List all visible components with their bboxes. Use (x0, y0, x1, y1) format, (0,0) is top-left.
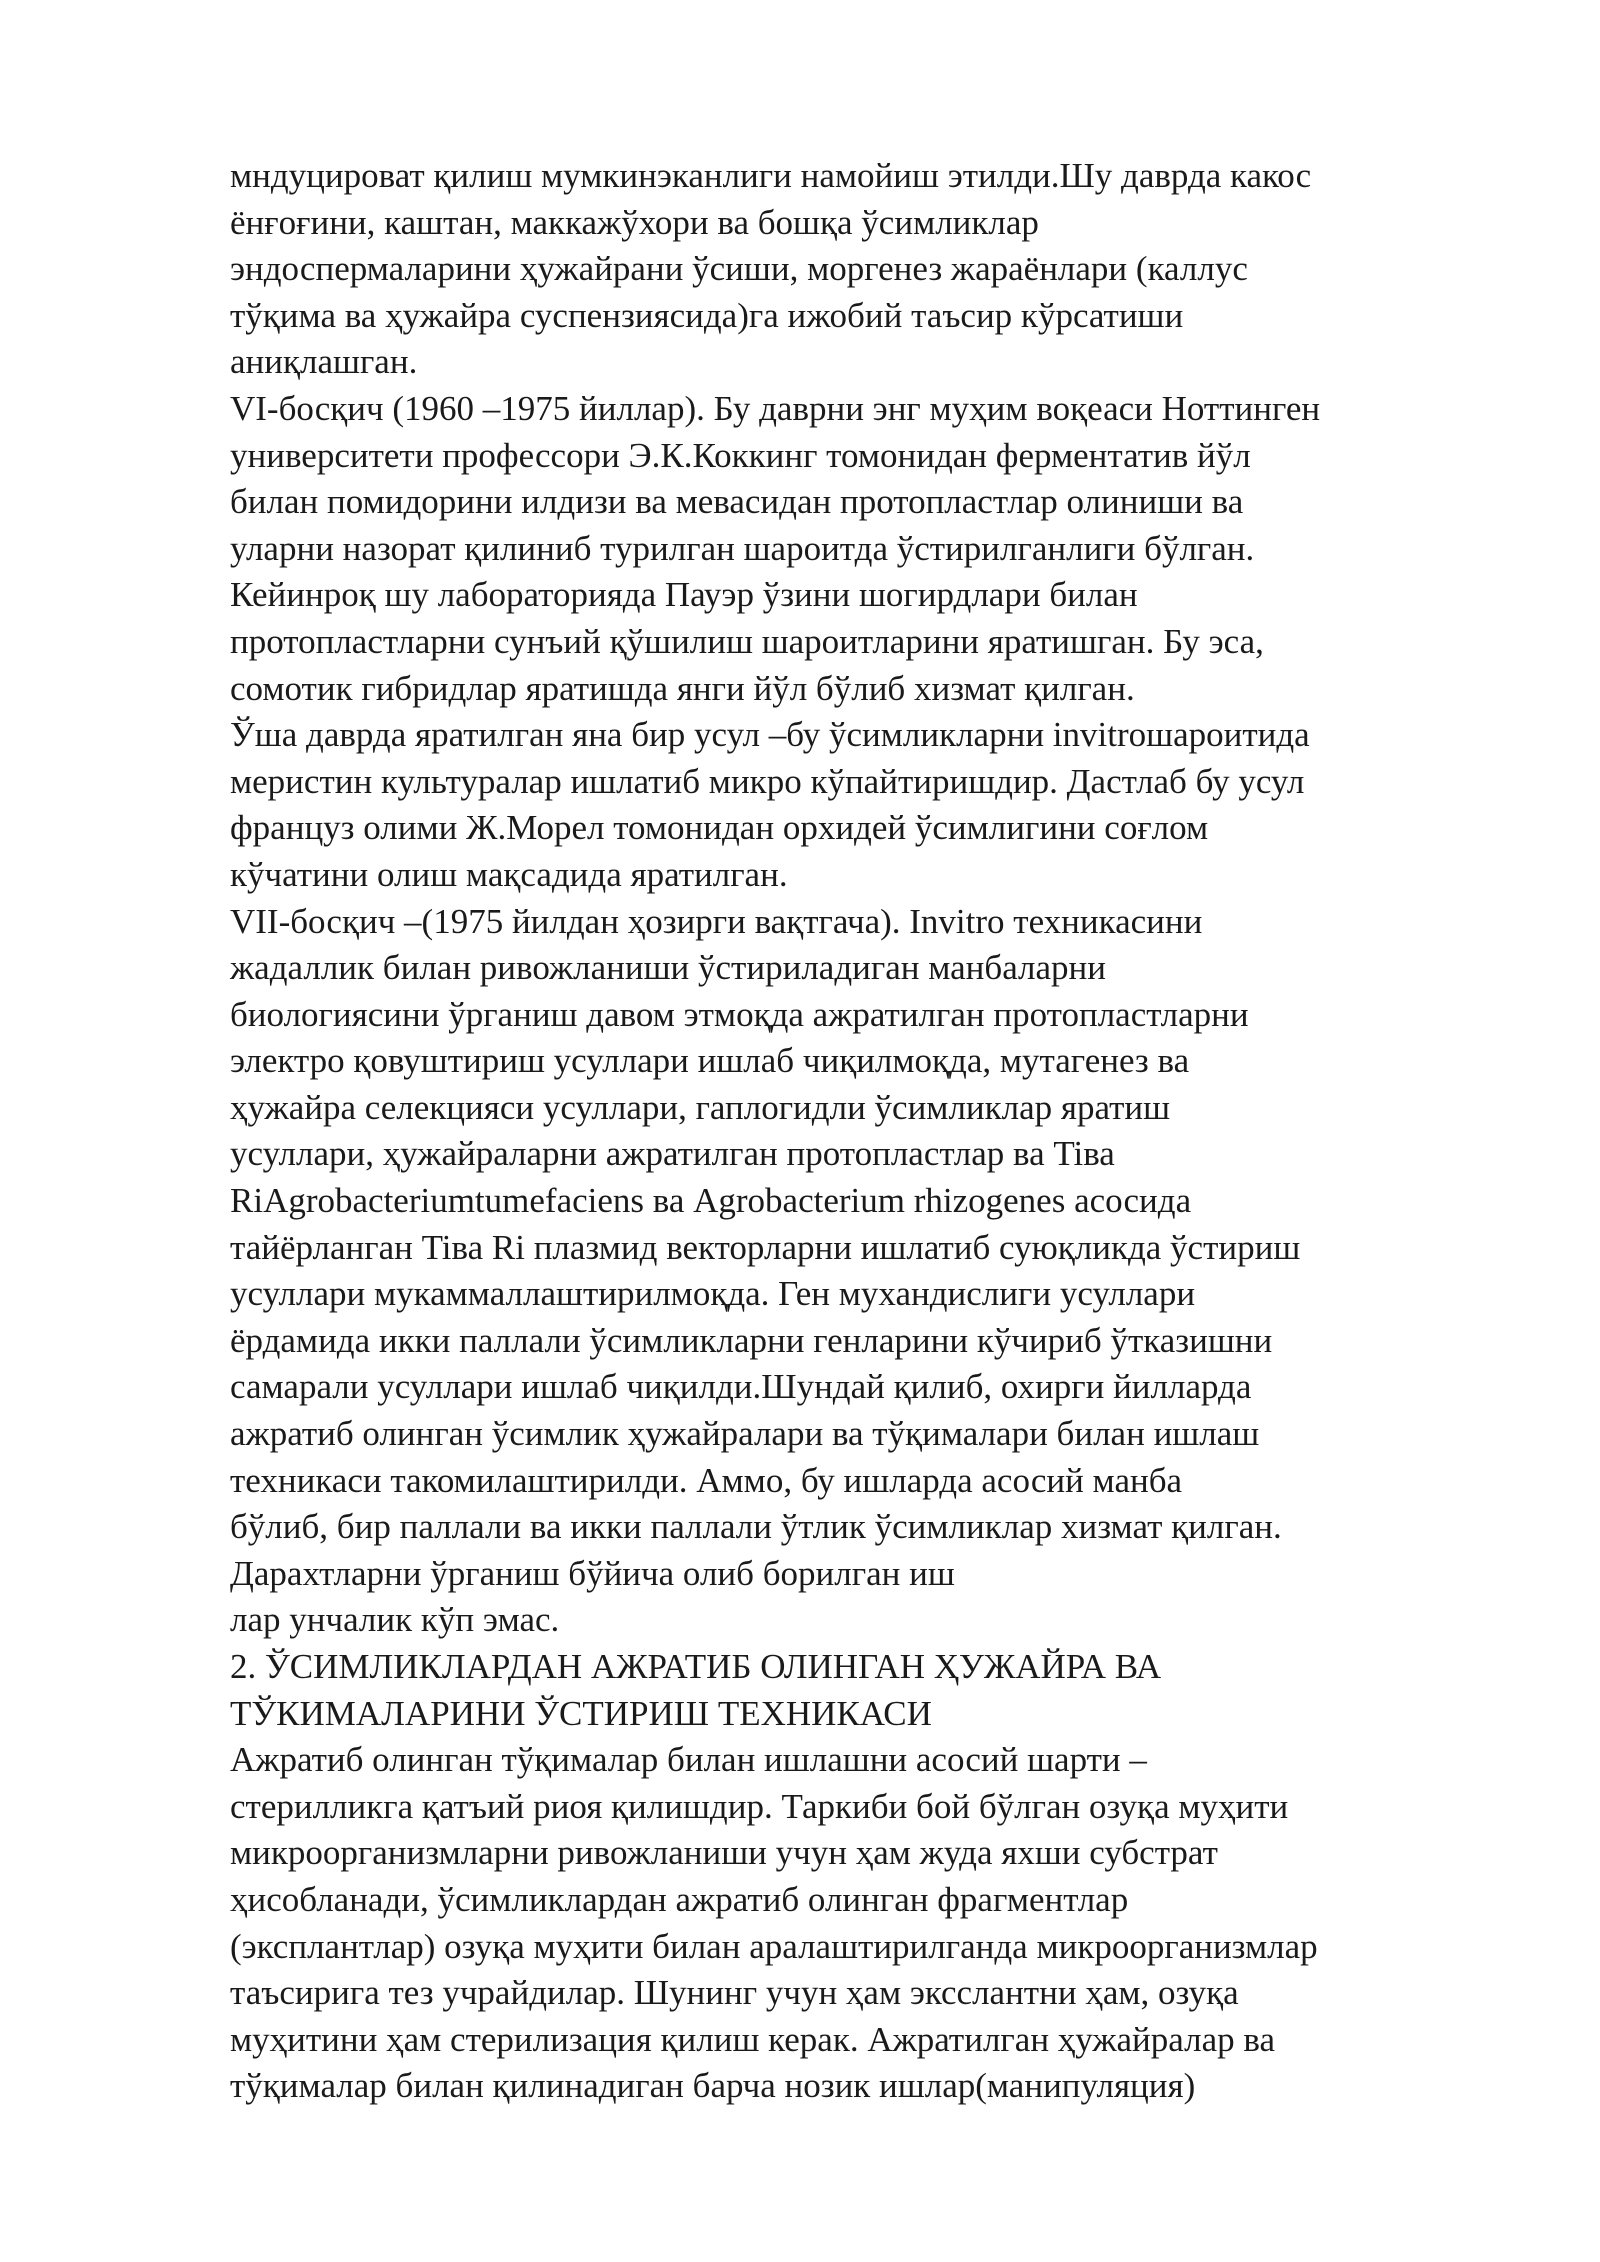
text-line: Ажратиб олинган тўқималар билан ишлашни асосий шарти – (230, 1740, 1147, 1780)
text-line: RiAgrobacteriumtumefaciens ва Agrobacterium rhizogenes асосида (230, 1181, 1192, 1221)
text-line: бўлиб, бир паллали ва икки паллали ўтлик ўсимликлар хизмат қилган. (230, 1507, 1282, 1547)
text-line: Ўша даврда яратилган яна бир усул –бу ўсимликларни invitroшароитида (230, 715, 1310, 755)
text-line: уларни назорат қилиниб турилган шароитда ўстирилганлиги бўлган. (230, 528, 1255, 568)
text-line: техникаси такомилаштирилди. Аммо, бу ишларда асосий манба (230, 1460, 1183, 1500)
text-line: эндоспермаларини ҳужайрани ўсиши, моргенез жараёнлари (каллус (230, 249, 1248, 289)
text-line: тўқималар билан қилинадиган барча нозик ишлар(манипуляция) (230, 2066, 1196, 2106)
text-line: ҳисобланади, ўсимликлардан ажратиб олинган фрагментлар (230, 1879, 1129, 1919)
text-line: тўқима ва ҳужайра суспензиясида)га ижобий таъсир кўрсатиши (230, 295, 1184, 335)
text-line: таъсирига тез учрайдилар. Шунинг учун ҳам эксслантни ҳам, озуқа (230, 1973, 1239, 2013)
section-heading: ТЎКИМАЛАРИНИ ЎСТИРИШ ТЕХНИКАСИ (230, 1693, 932, 1733)
text-line: ҳужайра селекцияси усуллари, гаплогидли ўсимликлар яратиш (230, 1087, 1171, 1127)
text-line: меристин культуралар ишлатиб микро кўпайтиришдир. Дастлаб бу усул (230, 761, 1305, 801)
text-line: лар унчалик кўп эмас. (230, 1600, 560, 1640)
text-line: усуллари мукаммаллаштирилмоқда. Ген мухандислиги усуллари (230, 1274, 1196, 1314)
text-line: усуллари, ҳужайраларни ажратилган протопластлар ва Tiва (230, 1134, 1115, 1174)
section-heading: 2. ЎСИМЛИКЛАРДАН АЖРАТИБ ОЛИНГАН ҲУЖАЙРА ВА (230, 1647, 1162, 1686)
text-line: электро қовуштириш усуллари ишлаб чиқилмоқда, мутагенез ва (230, 1041, 1190, 1081)
text-line: сомотик гибридлар яратишда янги йўл бўлиб хизмат қилган. (230, 668, 1135, 708)
text-line: самарали усуллари ишлаб чиқилди.Шундай қилиб, охирги йилларда (230, 1367, 1252, 1407)
text-line: жадаллик билан ривожланиши ўстириладиган манбаларни (230, 948, 1107, 988)
text-line: муҳитини ҳам стерилизация қилиш керак. Ажратилган ҳужайралар ва (230, 2019, 1275, 2059)
document-page (230, 153, 1520, 2110)
text-line: VII-босқич –(1975 йилдан ҳозирги вақтгача). Invitro техникасини (230, 901, 1203, 941)
text-line: тайёрланган Tiва Ri плазмид векторларни ишлатиб суюқликда ўстириш (230, 1227, 1301, 1267)
text-line: университети профессори Э.К.Коккинг томонидан ферментатив йўл (230, 435, 1251, 475)
text-line: ёрдамида икки паллали ўсимликларни генларини кўчириб ўтказишни (230, 1320, 1273, 1360)
text-line: биологиясини ўрганиш давом этмоқда ажратилган протопластларни (230, 994, 1249, 1034)
text-line: аниқлашган. (230, 342, 418, 382)
text-line: (эксплантлар) озуқа муҳити билан аралаштирилганда микроорганизмлар (230, 1926, 1318, 1966)
text-line: француз олими Ж.Морел томонидан орхидей ўсимлигини соғлом (230, 808, 1209, 848)
text-line: ёнғоғини, каштан, маккажўхори ва бошқа ўсимликлар (230, 202, 1039, 242)
text-line: Дарахтларни ўрганиш бўйича олиб борилган иш (230, 1553, 955, 1593)
text-line: стерилликга қатъий риоя қилишдир. Таркиби бой бўлган озуқа муҳити (230, 1786, 1289, 1826)
text-line: мндуцироват қилиш мумкинэканлиги намойиш этилди.Шу даврда какос (230, 156, 1312, 195)
text-line: микроорганизмларни ривожланиши учун ҳам жуда яхши субстрат (230, 1833, 1218, 1873)
text-line: кўчатини олиш мақсадида яратилган. (230, 854, 788, 894)
text-line: ажратиб олинган ўсимлик ҳужайралари ва тўқималари билан ишлаш (230, 1414, 1260, 1454)
text-line: VI-босқич (1960 –1975 йиллар). Бу даврни энг муҳим воқеаси Ноттинген (230, 388, 1321, 428)
text-line: Кейинроқ шу лабораторияда Пауэр ўзини шогирдлари билан (230, 575, 1138, 615)
text-line: билан помидорини илдизи ва мевасидан протопластлар олиниши ва (230, 482, 1244, 522)
text-line: протопластларни сунъий қўшилиш шароитларини яратишган. Бу эса, (230, 621, 1264, 661)
